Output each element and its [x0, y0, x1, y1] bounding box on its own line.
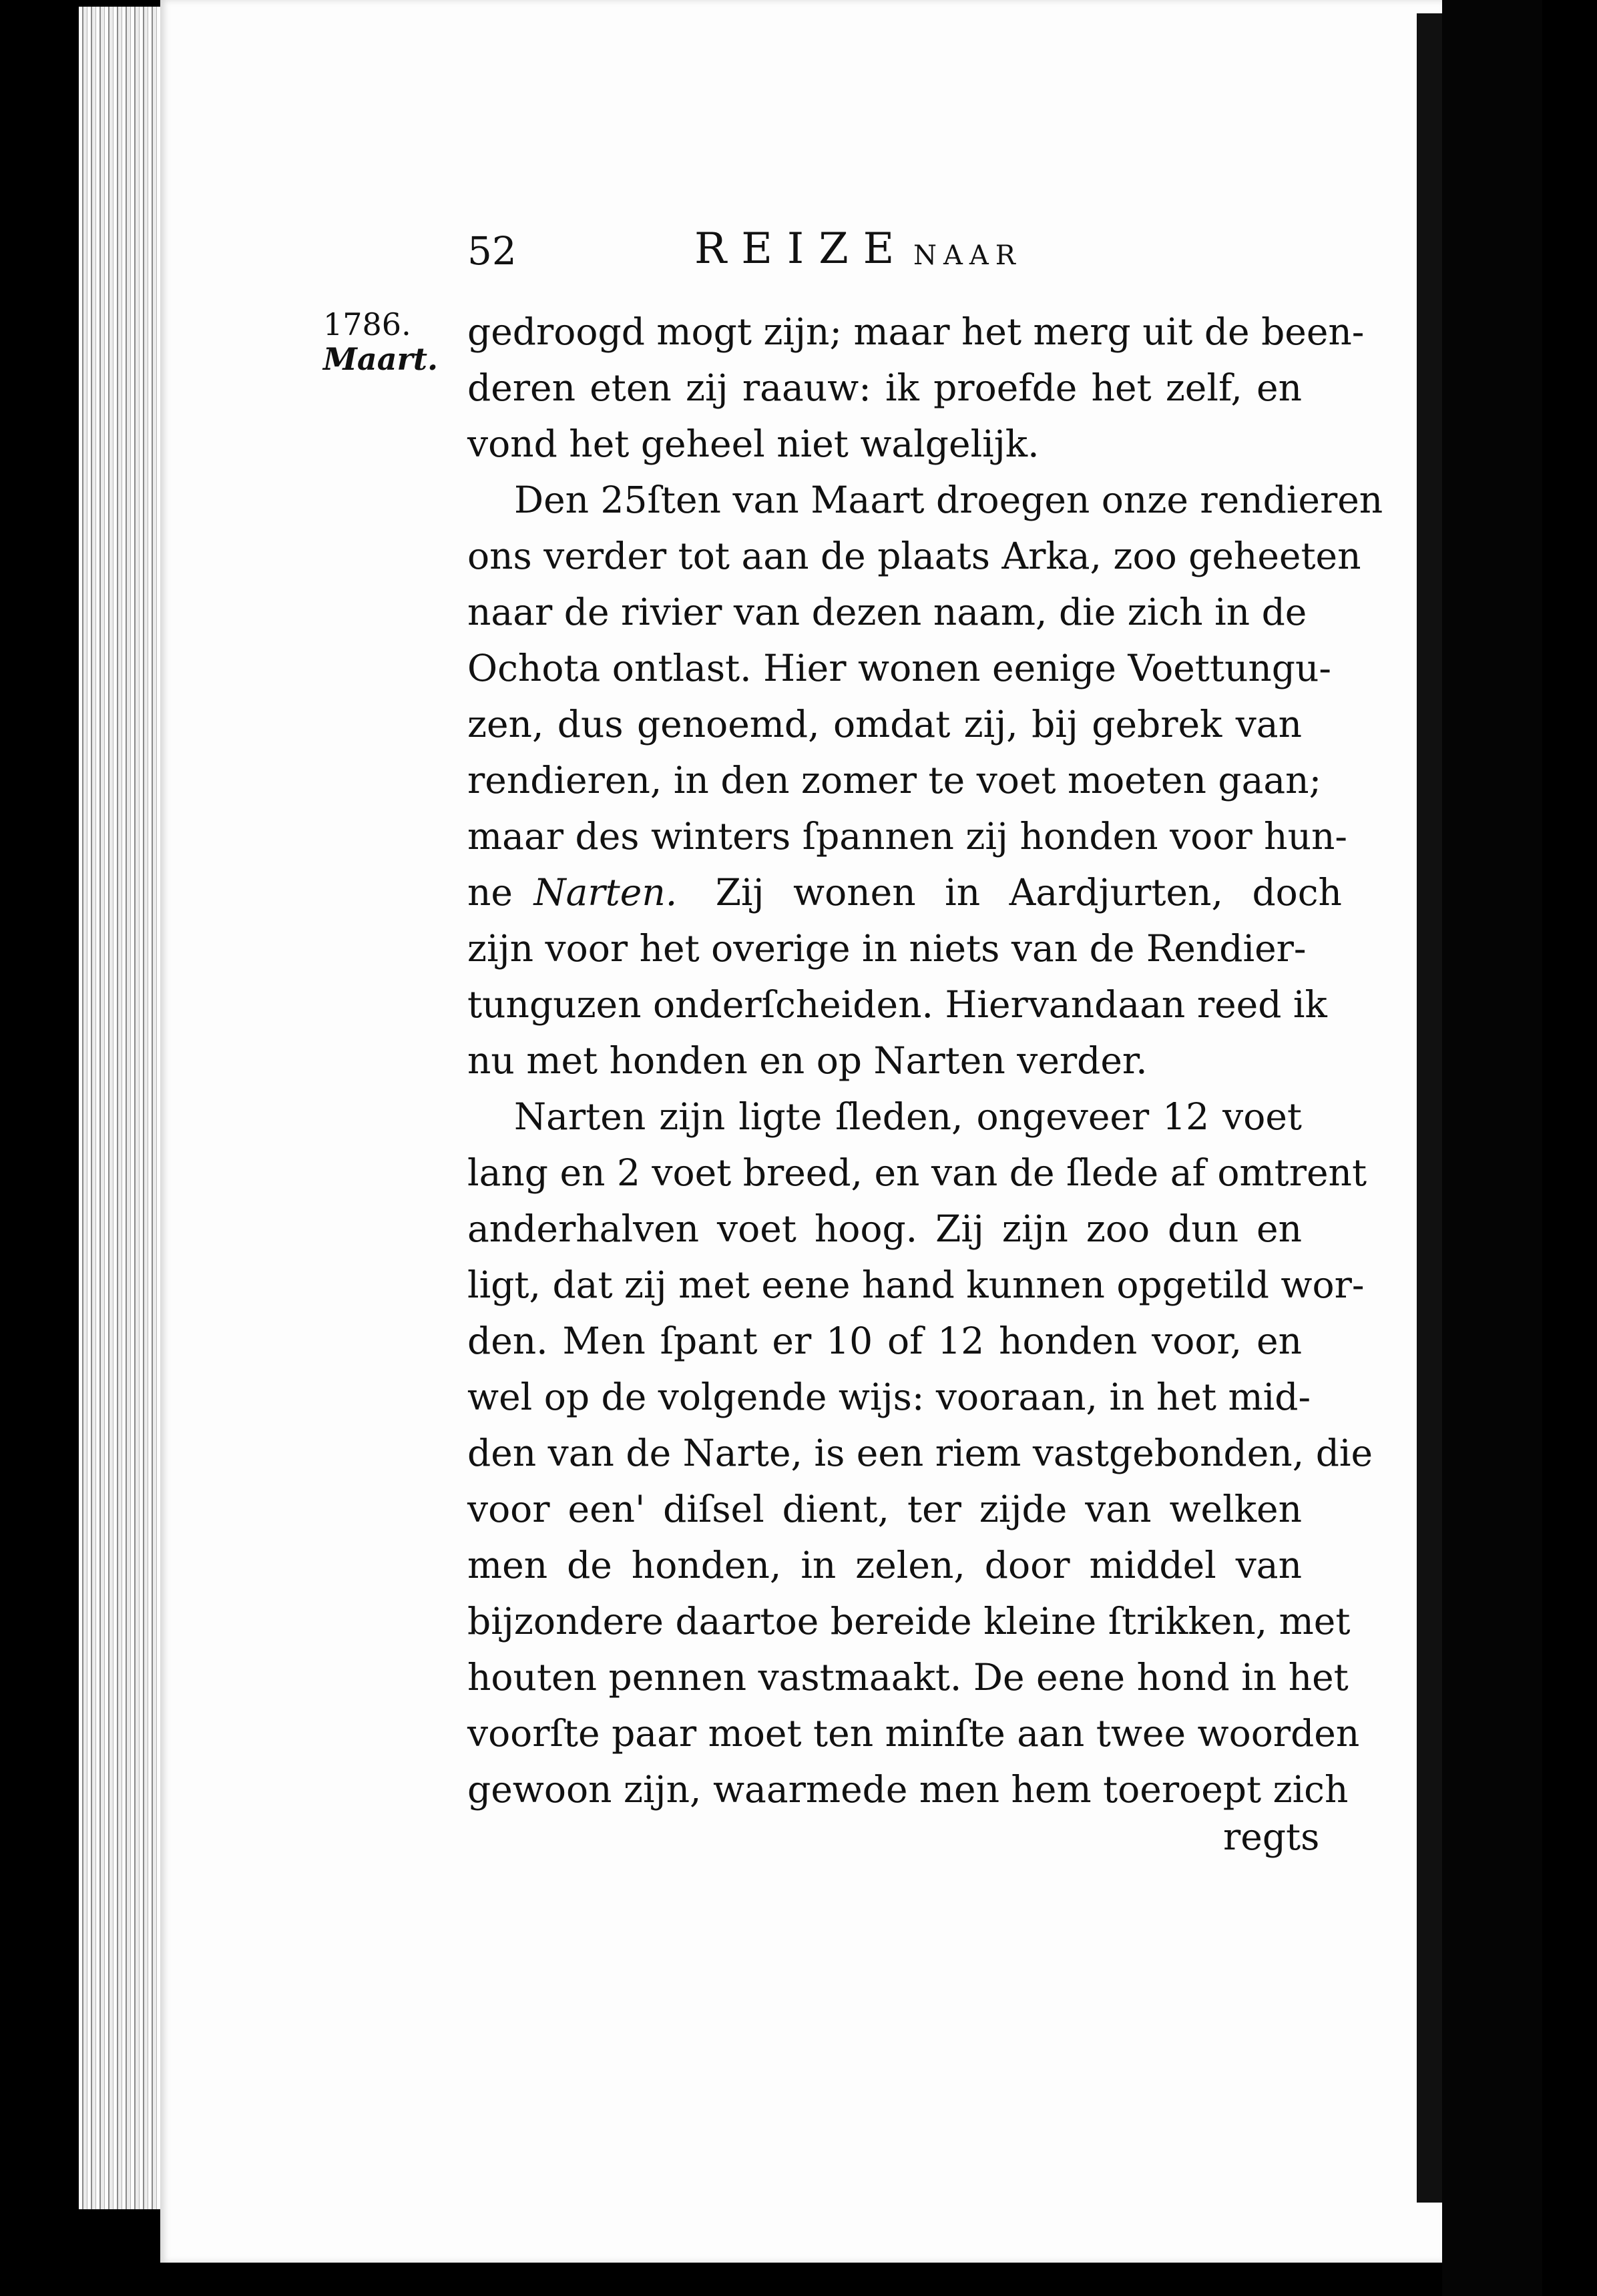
text-line: voor een' diſsel dient, ter zijde van welken — [467, 1488, 1302, 1530]
text-line: anderhalven voet hoog. Zij zijn zoo dun en — [467, 1207, 1302, 1250]
text-fragment: ne — [467, 871, 513, 914]
text-fragment: Zij wonen in Aardjurten, doch — [715, 871, 1342, 914]
text-line-mixed — [467, 864, 1342, 920]
text-line: ons verder tot aan de plaats Arka, zoo geheeten — [467, 535, 1361, 577]
running-header — [467, 220, 1122, 287]
text-line: wel op de volgende wijs: vooraan, in het mid- — [467, 1376, 1311, 1418]
page-number: 52 — [467, 228, 517, 274]
running-title: REIZE — [694, 224, 909, 274]
text-line: gewoon zijn, waarmede men hem toeroept zich — [467, 1768, 1349, 1811]
text-line: vond het geheel niet walgelijk. — [467, 422, 1040, 465]
spine-shadow — [1417, 13, 1442, 2203]
text-line: rendieren, in den zomer te voet moeten gaan; — [467, 759, 1322, 802]
text-line: Narten zijn ligte ſleden, ongeveer 12 voet — [514, 1095, 1302, 1138]
text-line: zijn voor het overige in niets van de Rendier- — [467, 927, 1307, 970]
text-line: zen, dus genoemd, omdat zij, bij gebrek van — [467, 703, 1302, 746]
text-line: bijzondere daartoe bereide kleine ſtrikken, met — [467, 1600, 1351, 1643]
text-line: voorſte paar moet ten minſte aan twee woorden — [467, 1712, 1360, 1755]
text-line: gedroogd mogt zijn; maar het merg uit de been- — [467, 310, 1365, 353]
running-title-continuation: NAAR — [913, 240, 1022, 271]
margin-month: Maart. — [323, 341, 439, 377]
italic-term-narten: Narten. — [533, 871, 678, 914]
text-line: nu met honden en op Narten verder. — [467, 1039, 1148, 1082]
text-line: Den 25ſten van Maart droegen onze rendieren — [514, 479, 1383, 521]
background-right — [1442, 0, 1542, 2296]
page-edges — [79, 7, 166, 2209]
margin-date-note — [323, 307, 443, 376]
text-line: houten pennen vastmaakt. De eene hond in het — [467, 1656, 1349, 1699]
text-line: lang en 2 voet breed, en van de ſlede af omtrent — [467, 1151, 1367, 1194]
body-text — [467, 304, 1383, 1817]
text-line: Ochota ontlast. Hier wonen eenige Voettungu- — [467, 647, 1332, 689]
text-line: naar de rivier van dezen naam, die zich in de — [467, 591, 1307, 633]
text-line: ligt, dat zij met eene hand kunnen opgetild wor- — [467, 1263, 1365, 1306]
text-line: den van de Narte, is een riem vastgebonden, die — [467, 1432, 1373, 1474]
text-line: maar des winters ſpannen zij honden voor hun- — [467, 815, 1348, 858]
text-line: den. Men ſpant er 10 of 12 honden voor, en — [467, 1320, 1302, 1362]
text-line: deren eten zij raauw: ik proefde het zelf, en — [467, 366, 1302, 409]
text-line: tunguzen onderſcheiden. Hiervandaan reed ik — [467, 983, 1327, 1026]
catchword: regts — [1223, 1815, 1320, 1858]
margin-year: 1786. — [323, 306, 411, 342]
text-line: men de honden, in zelen, door middel van — [467, 1544, 1302, 1587]
